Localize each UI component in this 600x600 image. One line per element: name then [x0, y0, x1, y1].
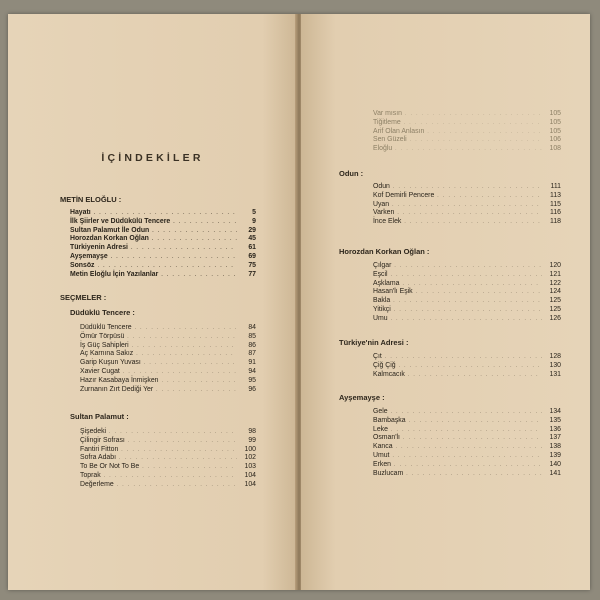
- toc-entry-title: Düdüklü Tencere: [80, 324, 132, 331]
- toc-entry: [339, 201, 561, 210]
- toc-entry-page: 87: [248, 350, 256, 358]
- toc-entry: [339, 306, 561, 315]
- toc-entry-title: Aşklama: [373, 279, 400, 287]
- dot-leader: [409, 417, 542, 426]
- toc-entry-page: 99: [248, 436, 256, 444]
- toc-entry: [339, 408, 561, 417]
- dot-leader: [131, 244, 237, 253]
- entry-list: [60, 209, 256, 279]
- toc-entry-title: Yitikçi: [373, 305, 391, 313]
- toc-entry: [70, 324, 256, 333]
- toc-entry-page: 85: [248, 332, 256, 340]
- toc-entry: [339, 297, 561, 306]
- toc-entry-title: Aç Karnına Sakız: [80, 350, 134, 358]
- toc-entry: [70, 437, 256, 446]
- dot-leader: [391, 408, 542, 417]
- toc-entry: [70, 368, 256, 377]
- toc-entry-title: Metin Eloğlu İçin Yazılanlar: [70, 270, 159, 278]
- toc-entry: [60, 209, 256, 218]
- toc-entry-page: 103: [244, 463, 256, 471]
- toc-entry-page: 138: [549, 443, 561, 451]
- toc-entry-page: 104: [244, 480, 256, 488]
- entry-list: [373, 110, 561, 154]
- toc-entry-page: 102: [244, 454, 256, 462]
- toc-entry: [60, 253, 256, 262]
- toc-entry-page: 96: [248, 385, 256, 393]
- section-aysemayse: [339, 393, 561, 478]
- dot-leader: [393, 183, 542, 192]
- toc-entry-page: 104: [244, 471, 256, 479]
- toc-entry-page: 141: [549, 469, 561, 477]
- dot-leader: [111, 253, 237, 262]
- toc-entry-title: Tiğitleme: [373, 118, 401, 126]
- toc-entry-title: Çıt: [373, 353, 382, 360]
- toc-entry-title: Odun: [373, 183, 390, 190]
- dot-leader: [119, 454, 237, 463]
- dot-leader: [437, 192, 542, 201]
- dot-leader: [117, 481, 237, 490]
- toc-entry: [339, 280, 561, 289]
- dot-leader: [406, 470, 542, 479]
- toc-entry-title: Toprak: [80, 471, 101, 479]
- section-secmeler: [60, 293, 256, 302]
- dot-leader: [395, 145, 542, 154]
- dot-leader: [391, 271, 542, 280]
- dot-leader: [128, 437, 237, 446]
- toc-entry: [373, 145, 561, 154]
- toc-entry-page: 84: [248, 324, 256, 331]
- section-heading: Odun :: [339, 169, 364, 178]
- toc-entry: [373, 119, 561, 128]
- toc-entry: [339, 315, 561, 324]
- toc-entry-title: Bakla: [373, 297, 391, 305]
- toc-entry-title: Erken: [373, 460, 392, 468]
- toc-entry-page: 45: [248, 235, 256, 243]
- toc-entry-page: 131: [549, 370, 561, 378]
- toc-entry-title: Eşcil: [373, 270, 388, 278]
- dot-leader: [394, 306, 542, 315]
- dot-leader: [161, 271, 237, 280]
- toc-entry: [339, 192, 561, 201]
- dot-leader: [142, 463, 237, 472]
- section-heading: Düdüklü Tencere :: [70, 308, 135, 317]
- toc-entry-title: Hasan'lı Eşik: [373, 288, 413, 296]
- dot-leader: [162, 377, 237, 386]
- toc-entry-title: Sofra Adabı: [80, 454, 117, 462]
- dot-leader: [403, 434, 542, 443]
- toc-entry-page: 77: [248, 270, 256, 278]
- toc-entry-title: Arif Olan Anlasın: [373, 127, 425, 135]
- toc-entry-title: Bambaşka: [373, 416, 406, 424]
- dot-leader: [94, 209, 237, 218]
- toc-entry: [339, 362, 561, 371]
- toc-entry-page: 121: [549, 270, 561, 278]
- toc-entry-page: 139: [549, 451, 561, 459]
- section-heading: Ayşemayşe :: [339, 393, 385, 402]
- toc-entry: [339, 470, 561, 479]
- toc-title: İÇİNDEKİLER: [101, 152, 204, 164]
- toc-entry-title: Ömür Törpüsü: [80, 332, 125, 340]
- toc-entry-page: 91: [248, 359, 256, 367]
- section-heading: Horozdan Korkan Oğlan :: [339, 247, 430, 256]
- dot-leader: [121, 446, 237, 455]
- toc-entry: [70, 463, 256, 472]
- toc-entry-title: Sonsöz: [70, 261, 95, 269]
- toc-entry: [60, 244, 256, 253]
- toc-entry-page: 135: [549, 416, 561, 424]
- toc-entry: [339, 371, 561, 380]
- dot-leader: [152, 235, 237, 244]
- toc-entry-page: 137: [549, 434, 561, 442]
- toc-entry: [339, 426, 561, 435]
- toc-entry-page: 94: [248, 367, 256, 375]
- toc-entry-title: Varken: [373, 209, 395, 217]
- entry-list: [339, 262, 561, 324]
- dot-leader: [391, 426, 542, 435]
- toc-entry: [70, 472, 256, 481]
- dot-leader: [392, 201, 542, 210]
- dot-leader: [152, 227, 237, 236]
- section-duduklu: [70, 308, 256, 394]
- section-heading: SEÇMELER :: [60, 293, 107, 302]
- toc-entry-title: Çiğ Çiğ: [373, 361, 396, 369]
- toc-entry-title: Hayatı: [70, 209, 91, 216]
- dot-leader: [385, 353, 542, 362]
- dot-leader: [427, 128, 542, 137]
- toc-entry-page: 111: [550, 183, 561, 190]
- dot-leader: [396, 443, 542, 452]
- toc-entry-page: 116: [550, 209, 561, 217]
- toc-entry-page: 113: [550, 191, 561, 199]
- toc-entry-page: 122: [549, 279, 561, 287]
- dot-leader: [98, 262, 237, 271]
- toc-entry-title: Hazır Kasabaya İnmişken: [80, 376, 159, 384]
- toc-entry-title: Sultan Palamut İle Odun: [70, 226, 150, 234]
- section-horozdan: [339, 247, 561, 324]
- toc-entry-page: 95: [248, 376, 256, 384]
- toc-entry: [339, 288, 561, 297]
- dot-leader: [394, 262, 542, 271]
- toc-entry: [60, 227, 256, 236]
- dot-leader: [156, 386, 237, 395]
- toc-entry: [70, 359, 256, 368]
- section-sultan: [70, 412, 256, 490]
- toc-entry-title: Şişedeki: [80, 428, 107, 435]
- toc-entry-title: Umu: [373, 314, 388, 322]
- section-top-continued: [373, 110, 561, 154]
- toc-entry-title: Çılgar: [373, 262, 392, 269]
- dot-leader: [410, 136, 542, 145]
- section-heading: Sultan Palamut :: [70, 412, 129, 421]
- toc-entry: [60, 218, 256, 227]
- toc-entry: [70, 481, 256, 490]
- toc-entry-page: 130: [549, 361, 561, 369]
- dot-leader: [132, 342, 237, 351]
- toc-entry-page: 9: [252, 217, 256, 225]
- section-heading: Türkiye'nin Adresi :: [339, 338, 409, 347]
- dot-leader: [109, 428, 237, 437]
- toc-entry: [339, 271, 561, 280]
- toc-entry-title: Gele: [373, 408, 388, 415]
- toc-entry-page: 100: [244, 445, 256, 453]
- toc-entry-title: Uyan: [373, 200, 390, 208]
- toc-entry: [70, 342, 256, 351]
- dot-leader: [127, 333, 237, 342]
- toc-entry-title: Çilingir Sofrası: [80, 436, 125, 444]
- toc-entry-title: Garip Kuşun Yuvası: [80, 359, 141, 367]
- toc-entry-page: 124: [549, 288, 561, 296]
- toc-entry-title: İş Güç Sahipleri: [80, 341, 129, 349]
- book-spread: [8, 14, 590, 590]
- toc-entry: [339, 452, 561, 461]
- toc-entry-page: 69: [248, 252, 256, 260]
- right-page: [301, 14, 590, 590]
- toc-entry-page: 128: [549, 353, 561, 360]
- toc-entry-page: 120: [549, 262, 561, 269]
- toc-entry-page: 5: [252, 209, 256, 216]
- section-metin: [60, 195, 256, 279]
- toc-entry-title: Var mısın: [373, 110, 402, 117]
- dot-leader: [123, 368, 237, 377]
- toc-entry: [339, 183, 561, 192]
- section-odun: [339, 169, 561, 227]
- toc-entry: [60, 271, 256, 280]
- entry-list: [339, 353, 561, 379]
- dot-leader: [136, 350, 237, 359]
- toc-entry: [339, 262, 561, 271]
- toc-entry-page: 61: [248, 244, 256, 252]
- toc-entry-page: 106: [549, 136, 561, 144]
- toc-entry: [339, 443, 561, 452]
- toc-entry-page: 105: [549, 127, 561, 135]
- toc-entry: [70, 428, 256, 437]
- toc-entry-title: Kanca: [373, 443, 393, 451]
- toc-entry: [339, 434, 561, 443]
- toc-entry-page: 115: [550, 200, 561, 208]
- toc-entry-title: Ayşemayşe: [70, 252, 108, 260]
- toc-entry-page: 136: [549, 425, 561, 433]
- toc-entry-page: 86: [248, 341, 256, 349]
- dot-leader: [416, 288, 542, 297]
- entry-list: [339, 183, 561, 227]
- toc-entry-title: To Be Or Not To Be: [80, 463, 140, 471]
- toc-entry-page: 126: [549, 314, 561, 322]
- dot-leader: [397, 209, 542, 218]
- toc-entry-title: Sen Güzeli: [373, 136, 407, 144]
- toc-entry: [70, 350, 256, 359]
- toc-entry-page: 29: [248, 226, 256, 234]
- toc-entry: [60, 235, 256, 244]
- dot-leader: [392, 452, 542, 461]
- toc-entry-title: Kof Demirli Pencere: [373, 191, 435, 199]
- toc-entry-title: Zurnanın Zırt Dediği Yer: [80, 385, 154, 393]
- entry-list: [70, 324, 256, 394]
- toc-entry: [70, 386, 256, 395]
- toc-entry-title: Horozdan Korkan Oğlan: [70, 235, 149, 243]
- dot-leader: [393, 297, 542, 306]
- toc-entry-title: Xavier Cugat: [80, 367, 120, 375]
- toc-entry: [70, 333, 256, 342]
- toc-entry-page: 105: [549, 110, 561, 117]
- dot-leader: [144, 359, 237, 368]
- toc-entry-page: 118: [550, 218, 561, 226]
- toc-entry-title: Değerleme: [80, 480, 114, 488]
- toc-entry: [339, 209, 561, 218]
- dot-leader: [391, 315, 542, 324]
- dot-leader: [104, 472, 237, 481]
- toc-entry: [373, 110, 561, 119]
- toc-entry: [339, 353, 561, 362]
- toc-entry-title: Türkiyenin Adresi: [70, 244, 128, 252]
- toc-entry: [70, 454, 256, 463]
- toc-entry-title: İnce Elek: [373, 218, 402, 226]
- toc-entry-title: Fantiri Fitton: [80, 445, 119, 453]
- toc-entry: [60, 262, 256, 271]
- toc-entry: [339, 417, 561, 426]
- dot-leader: [408, 371, 542, 380]
- toc-entry-title: Kalmcacık: [373, 370, 405, 378]
- section-turkiye: [339, 338, 561, 379]
- toc-entry-title: Eloğlu: [373, 145, 393, 153]
- toc-entry-title: Leke: [373, 425, 388, 433]
- toc-entry: [70, 446, 256, 455]
- entry-list: [339, 408, 561, 478]
- toc-entry-page: 105: [549, 118, 561, 126]
- dot-leader: [405, 110, 542, 119]
- toc-entry: [339, 218, 561, 227]
- left-page: [8, 14, 297, 590]
- toc-entry: [373, 128, 561, 137]
- toc-entry-title: Buzlucam: [373, 469, 404, 477]
- toc-entry-page: 75: [248, 261, 256, 269]
- entry-list: [70, 428, 256, 490]
- toc-entry-page: 140: [549, 460, 561, 468]
- toc-entry-page: 108: [549, 145, 561, 153]
- dot-leader: [404, 218, 542, 227]
- section-heading: METİN ELOĞLU :: [60, 195, 122, 204]
- toc-entry: [339, 461, 561, 470]
- dot-leader: [135, 324, 237, 333]
- toc-entry-title: Umut: [373, 451, 390, 459]
- dot-leader: [402, 280, 542, 289]
- toc-entry: [373, 136, 561, 145]
- toc-entry-page: 98: [248, 428, 256, 435]
- toc-entry-page: 125: [549, 305, 561, 313]
- toc-entry-title: İlk Şiirler ve Düdükülü Tencere: [70, 217, 171, 225]
- toc-entry-title: Osman'lı: [373, 434, 400, 442]
- dot-leader: [394, 461, 542, 470]
- toc-entry-page: 125: [549, 297, 561, 305]
- toc-entry-page: 134: [549, 408, 561, 415]
- dot-leader: [404, 119, 542, 128]
- dot-leader: [399, 362, 542, 371]
- toc-entry: [70, 377, 256, 386]
- dot-leader: [173, 218, 237, 227]
